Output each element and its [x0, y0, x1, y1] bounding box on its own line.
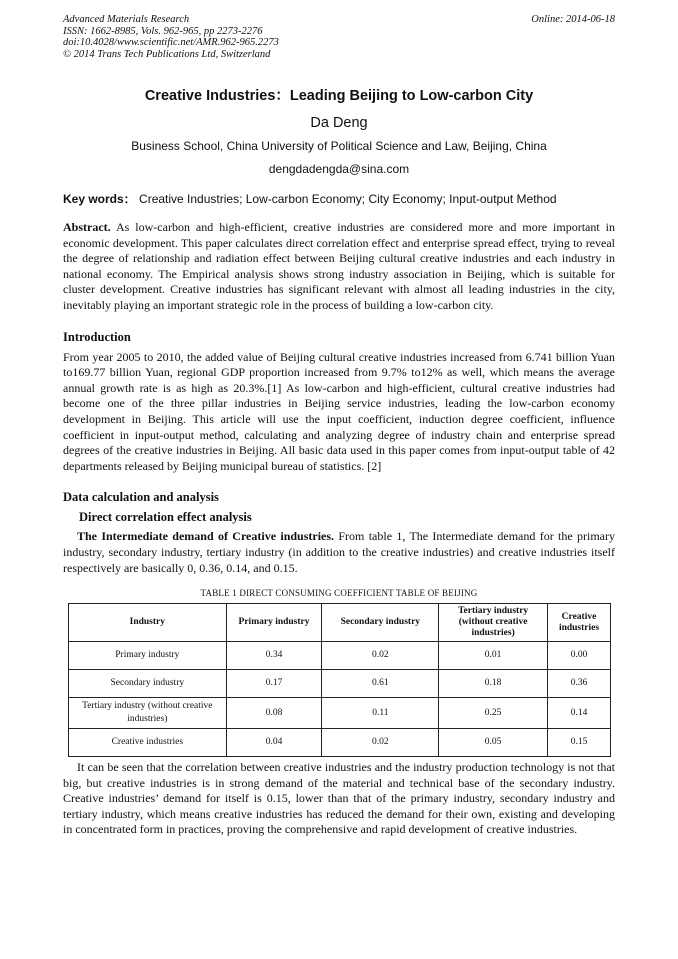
- table-row: [69, 670, 611, 698]
- table-cell: 0.61: [322, 670, 439, 698]
- table-cell: 0.04: [226, 729, 322, 757]
- journal-doi: doi:10.4028/www.scientific.net/AMR.962-965.2273: [63, 37, 279, 48]
- table-header-row: [69, 604, 611, 642]
- author-affiliation: Business School, China University of Political Science and Law, Beijing, China: [131, 139, 547, 153]
- intermediate-demand-text: From table 1, The Intermediate demand for the primary industry, secondary industry, tertiary industry (in addition to the creative industries) and creative industries itself respectively are basically 0, 0.36, 0.14, and 0.15.: [63, 529, 615, 575]
- data-section-heading: Data calculation and analysis: [63, 490, 219, 505]
- table-cell: 0.14: [548, 698, 611, 729]
- coefficient-table: [68, 603, 611, 757]
- table-cell: 0.02: [322, 729, 439, 757]
- table-row: [69, 729, 611, 757]
- journal-header: [63, 14, 615, 60]
- table-cell: Primary industry: [69, 642, 227, 670]
- table-cell: Creative industries: [69, 729, 227, 757]
- table-row: [69, 698, 611, 729]
- introduction-heading: Introduction: [63, 329, 131, 344]
- online-date: Online: 2014-06-18: [531, 14, 615, 25]
- table-cell: 0.08: [226, 698, 322, 729]
- table-cell: 0.18: [439, 670, 548, 698]
- table-cell: Tertiary industry (without creative industries): [69, 698, 227, 729]
- paper-page: [63, 14, 615, 838]
- journal-issn: ISSN: 1662-8985, Vols. 962-965, pp 2273-2276: [63, 25, 263, 37]
- keywords: [63, 190, 615, 207]
- author-email: dengdadengda@sina.com: [268, 162, 410, 176]
- table-cell: 0.00: [548, 642, 611, 670]
- keywords-text: Creative Industries; Low-carbon Economy; City Economy; Input-output Method: [139, 192, 557, 206]
- analysis-paragraph: It can be seen that the correlation between creative industries and the industry production technology is not that big, but creative industries is in strong demand of the material and technical base of the secondary industry. Creative industries’ demand for itself is 0.15, lower than that of the primary industry, secondary industry and tertiary industry, which means creative industries has reduced the demand for their own, existing and developing in concentrated form in practices, proving the comprehensive and rapid development of creative industries.: [63, 760, 615, 837]
- author-name: Da Deng: [310, 115, 368, 131]
- table-cell: 0.17: [226, 670, 322, 698]
- table-header-cell: Tertiary industry (without creative industries): [439, 604, 548, 642]
- intermediate-demand-paragraph: [63, 529, 615, 576]
- table-header-cell: Creative industries: [548, 604, 611, 642]
- introduction-text: From year 2005 to 2010, the added value of Beijing cultural creative industries increased from 6.741 billion Yuan to169.77 billion Yuan, regional GDP proportion increased from 9.7% to12% as well, which means the average annual growth rate is as high as 20.3%.[1] As low-carbon and high-efficient, cultural creative industries had become one of the three pillar industries in Beijing service industries, leading the low-carbon economy development in Beijing. This article will use the input coefficient, induction degree coefficient, influence coefficient in input-output method, calculating and analyzing degree of industry chain and enterprise spread degrees of the creative industries in Beijing. All basic data used in this paper comes from input-output table of 42 departments released by Beijing municipal bureau of statistics. [2]: [63, 349, 615, 473]
- table-cell: 0.11: [322, 698, 439, 729]
- table-cell: 0.01: [439, 642, 548, 670]
- keywords-label: Key words：: [63, 192, 136, 206]
- data-subheading: Direct correlation effect analysis: [79, 510, 252, 525]
- journal-info: [63, 14, 279, 60]
- table-cell: 0.34: [226, 642, 322, 670]
- table-header-cell: Industry: [69, 604, 227, 642]
- abstract-label: Abstract.: [63, 220, 111, 234]
- table-cell: 0.05: [439, 729, 548, 757]
- table-cell: 0.36: [548, 670, 611, 698]
- table-header-cell: Secondary industry: [322, 604, 439, 642]
- abstract-text: As low-carbon and high-efficient, creative industries are considered more and more important in economic development. This paper calculates direct correlation effect and enterprise spread effect, trying to reveal the degree of relationship and radiation effect between Beijing cultural creative industries and each industry in national economy. The Empirical analysis shows strong industry association in Beijing, which is suitable for cluster development. Creative industries has significant relevant with almost all leading industries in the city, inevitably playing an important strategic role in the process of building a low-carbon city.: [63, 220, 615, 312]
- table-header-cell: Primary industry: [226, 604, 322, 642]
- table-cell: 0.15: [548, 729, 611, 757]
- journal-name: Advanced Materials Research: [63, 14, 190, 25]
- table-cell: 0.02: [322, 642, 439, 670]
- paper-title: Creative Industries：Leading Beijing to Low-carbon City: [144, 88, 534, 104]
- table-row: [69, 642, 611, 670]
- intermediate-demand-label: The Intermediate demand of Creative industries.: [77, 529, 335, 544]
- abstract: [63, 220, 615, 314]
- table-cell: 0.25: [439, 698, 548, 729]
- table-caption: TABLE 1 DIRECT CONSUMING COEFFICIENT TABLE OF BEIJING: [200, 588, 478, 599]
- table-cell: Secondary industry: [69, 670, 227, 698]
- journal-copyright: © 2014 Trans Tech Publications Ltd, Switzerland: [63, 48, 271, 60]
